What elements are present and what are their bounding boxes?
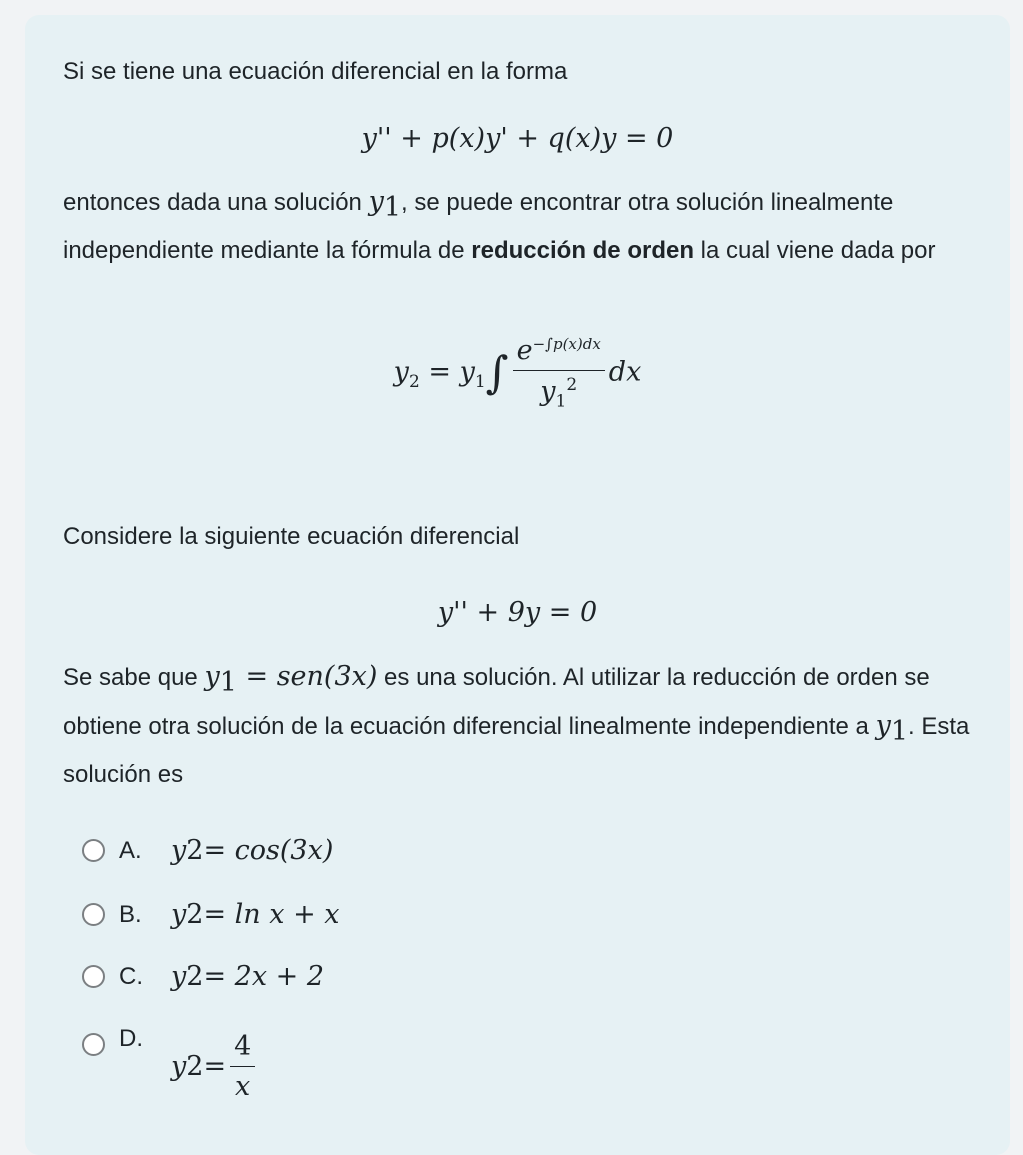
math: x [235,1071,251,1102]
option-label: D. [119,1025,143,1052]
math: e [516,335,533,366]
option-label: C. [119,962,143,990]
text: Se sabe que [63,664,205,691]
math: y [171,1051,187,1082]
math: 1 [383,191,402,223]
option-label: B. [119,900,142,928]
math: y [368,186,384,217]
math: 2 [186,835,204,866]
fraction [513,335,605,411]
math: 1 [890,715,909,747]
bold-term: reducción de orden [471,236,694,264]
radio-button[interactable] [82,839,105,862]
text: . Esta solución es [63,712,970,788]
math: y [171,835,187,866]
intro-text: Si se tiene una ecuación diferencial en la forma [63,58,568,85]
math: y [540,376,556,407]
math: = sen(3x) [236,661,378,692]
math: = cos(3x) [203,835,334,866]
text: entonces dada una solución [63,189,369,216]
text: , se puede encontrar otra solución linealmente independiente mediante la fórmula de [63,189,894,264]
reduction-formula [25,335,1010,411]
math: = ln x + x [203,899,340,930]
consider-text: Considere la siguiente ecuación diferencial [63,523,520,550]
math: = [419,356,460,388]
math: 2 [408,372,420,393]
option-label: A. [119,836,142,864]
math: y [204,661,220,692]
math: y [459,356,475,388]
math: 2 [566,375,578,395]
math: 1 [219,666,237,698]
option-a[interactable] [82,835,333,866]
option-b[interactable] [82,899,340,930]
reduction-paragraph [63,180,993,272]
math: −∫p(x)dx [532,335,601,353]
fraction [230,1031,255,1102]
math: y [393,356,409,388]
option-d[interactable] [82,1025,259,1102]
radio-button[interactable] [82,965,105,988]
text: la cual viene dada por [693,236,936,264]
math: y [875,709,891,741]
text: es una solución. Al utilizar la reducción de orden se obtiene otra solución de la ecuación diferencial linealmente independiente a [63,664,930,740]
math: y [171,961,187,992]
math: = 2x + 2 [203,961,325,992]
radio-button[interactable] [82,1033,105,1056]
question-card [25,15,1010,1155]
math: = [203,1051,227,1082]
math: 1 [555,391,567,412]
option-c[interactable] [82,961,324,992]
general-equation: y'' + p(x)y' + q(x)y = 0 [361,123,674,154]
math: y [171,899,187,930]
integral-sign: ∫ [485,347,509,399]
math: dx [608,356,642,388]
given-equation: y'' + 9y = 0 [437,597,598,628]
math: 1 [474,372,486,393]
math: 2 [186,1051,204,1082]
math: 4 [230,1031,255,1067]
radio-button[interactable] [82,903,105,926]
math: 2 [186,961,204,992]
problem-paragraph [63,655,993,796]
math: 2 [186,899,204,930]
